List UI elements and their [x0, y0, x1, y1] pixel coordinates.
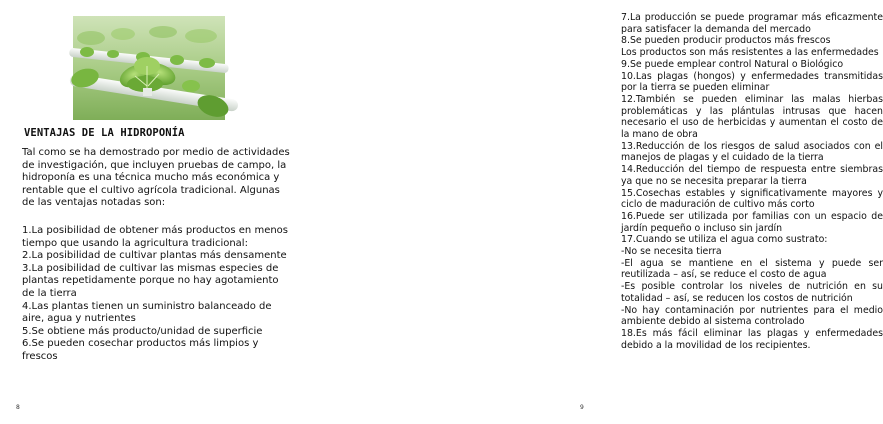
hydroponics-photo	[73, 16, 225, 120]
list-item: -No se necesita tierra	[621, 246, 722, 258]
left-page	[0, 0, 300, 424]
list-item: 18.Es más fácil eliminar las plagas y enfermedades debido a la movilidad de los recipientes.	[621, 327, 883, 351]
advantages-list-right	[621, 12, 883, 351]
list-item: 5.Se obtiene más producto/unidad de superficie	[22, 325, 263, 337]
list-item: 8.Se pueden producir productos más frescos	[621, 35, 831, 47]
list-item: 9.Se puede emplear control Natural o Biológico	[621, 58, 844, 70]
list-item: 2.La posibilidad de cultivar plantas más densamente	[22, 250, 287, 262]
right-page	[300, 0, 883, 424]
list-item: -No hay contaminación por nutrientes para el medio ambiente debido al sistema controlado	[621, 304, 883, 328]
list-item: -Es posible controlar los niveles de nutrición en su totalidad – así, se reducen los costos de nutrición	[621, 281, 883, 304]
page-number: 9	[580, 404, 584, 411]
advantages-list-left	[22, 225, 294, 364]
list-item: -El agua se mantiene en el sistema y puede ser reutilizada – así, se reduce el costo de agua	[621, 257, 883, 281]
list-item: 1.La posibilidad de obtener más productos en menos tiempo que usando la agricultura tradicional:	[22, 225, 289, 249]
list-item: 14.Reducción del tiempo de respuesta entre siembras ya que no se necesita preparar la tierra	[621, 164, 883, 187]
list-item: 13.Reducción de los riesgos de salud asociados con el manejos de plagas y el cuidado de la tierra	[621, 140, 883, 164]
list-item: 16.Puede ser utilizada por familias con un espacio de jardín pequeño o incluso sin jardín	[621, 210, 883, 234]
list-item: 10.Las plagas (hongos) y enfermedades transmitidas por la tierra se pueden eliminar	[621, 70, 883, 94]
list-item: 17.Cuando se utiliza el agua como sustrato:	[621, 234, 828, 246]
list-item: 3.La posibilidad de cultivar las mismas especies de plantas repetidamente porque no hay agotamiento de la tierra	[22, 262, 279, 299]
list-item: 4.Las plantas tienen un suministro balanceado de aire, agua y nutrientes	[22, 300, 272, 325]
list-item: 12.También se pueden eliminar las malas hierbas problemáticas y las plántulas intrusas que hacen necesario el uso de herbicidas y aumentan el costo de la mano de obra	[621, 93, 883, 141]
list-item: Los productos son más resistentes a las enfermedades	[621, 47, 879, 59]
list-item: 7.La producción se puede programar más eficazmente para satisfacer la demanda del mercado	[621, 12, 883, 35]
intro-paragraph: Tal como se ha demostrado por medio de actividades de investigación, que incluyen pruebas de campo, la hidroponía es una técnica mucho más económica y rentable que el cultivo agrícola tradicional. Algunas de las ventajas notadas son:	[22, 147, 290, 209]
page-number: 8	[16, 404, 20, 411]
list-item: 6.Se pueden cosechar productos más limpios y frescos	[22, 338, 259, 362]
section-heading: VENTAJAS DE LA HIDROPONÍA	[24, 127, 185, 139]
list-item: 15.Cosechas estables y significativamente mayores y ciclo de maduración de cultivo más corto	[621, 187, 883, 211]
